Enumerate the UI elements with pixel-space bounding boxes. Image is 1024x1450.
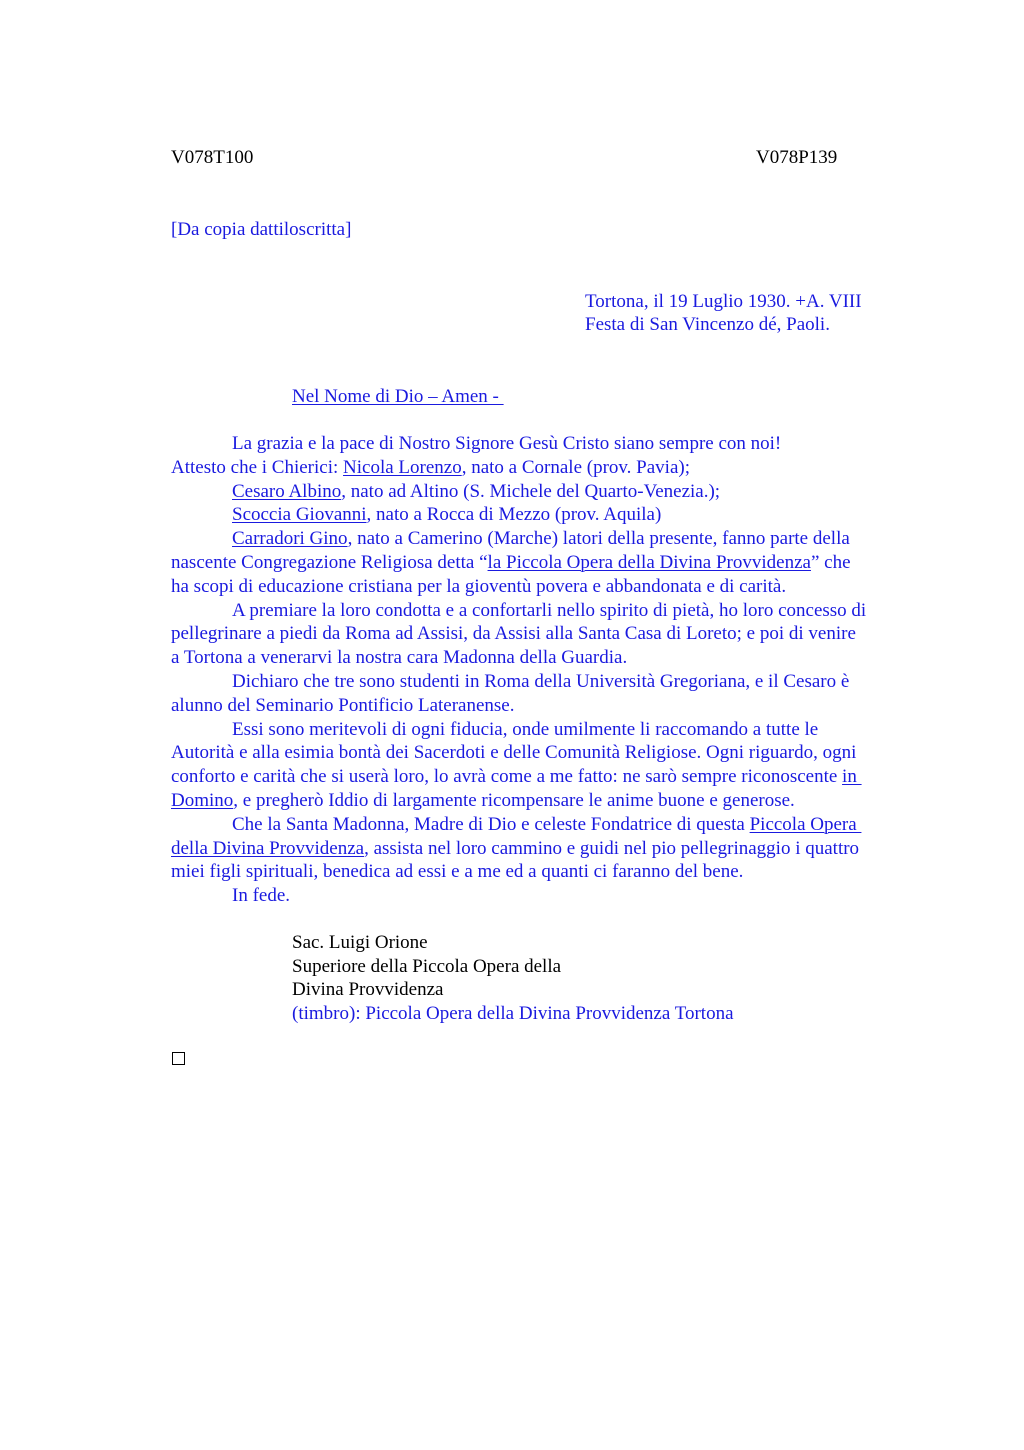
- body-line: miei figli spirituali, benedica ad essi e a me ed a quanti ci faranno del bene.: [171, 861, 744, 883]
- letter-body: [171, 432, 926, 908]
- dateline-feast: Festa di San Vincenzo dé, Paoli.: [585, 314, 830, 335]
- body-text: , e pregherò Iddio di largamente ricompensare le anime buone e generose.: [233, 789, 795, 811]
- body-line: [171, 503, 926, 527]
- source-note: [Da copia dattiloscritta]: [171, 219, 352, 240]
- body-line: A premiare la loro condotta e a confortarli nello spirito di pietà, ho loro concesso di: [232, 599, 867, 621]
- cleric-name: Scoccia Giovanni: [232, 504, 367, 526]
- body-line: alunno del Seminario Pontificio Lateranense.: [171, 694, 515, 716]
- body-text: , nato a Camerino (Marche) latori della presente, fanno parte della: [347, 528, 850, 550]
- body-line: Dichiaro che tre sono studenti in Roma della Università Gregoriana, e il Cesaro è: [232, 670, 850, 692]
- signature-title-line1: Superiore della Piccola Opera della: [292, 956, 562, 977]
- congregation-name: Piccola Opera: [749, 813, 862, 835]
- closing-line: In fede.: [232, 885, 291, 907]
- body-line: [171, 432, 926, 456]
- cleric-name: Carradori Gino: [232, 528, 348, 550]
- body-text: ” che: [810, 551, 851, 573]
- body-line: [171, 789, 926, 813]
- body-text: , nato ad Altino (S. Michele del Quarto-Venezia.);: [341, 480, 721, 502]
- body-line: ha scopi di educazione cristiana per la gioventù povera e abbandonata e di carità.: [171, 575, 787, 597]
- signature-name: Sac. Luigi Orione: [292, 932, 428, 953]
- body-text: , assista nel loro cammino e guidi nel pio pellegrinaggio i quattro: [364, 837, 860, 859]
- body-text: conforto e carità che si userà loro, lo avrà come a me fatto: ne sarò sempre riconoscente: [171, 766, 843, 788]
- body-line: [171, 765, 926, 789]
- cleric-name: Nicola Lorenzo: [343, 456, 462, 478]
- square-box-icon: [172, 1052, 185, 1065]
- body-text: , nato a Cornale (prov. Pavia);: [461, 456, 690, 478]
- body-line: Essi sono meritevoli di ogni fiducia, onde umilmente li raccomando a tutte le: [232, 718, 819, 740]
- latin-phrase: in: [842, 766, 862, 788]
- congregation-name: la Piccola Opera della Divina Provvidenza: [487, 551, 811, 573]
- congregation-name: della Divina Provvidenza: [171, 837, 365, 859]
- body-text: Che la Santa Madonna, Madre di Dio e celeste Fondatrice di questa: [232, 813, 750, 835]
- body-line: pellegrinare a piedi da Roma ad Assisi, da Assisi alla Santa Casa di Loreto; e poi di venire: [171, 623, 856, 645]
- cleric-name: Cesaro Albino: [232, 480, 342, 502]
- body-line: [171, 813, 926, 837]
- dateline-place-date: Tortona, il 19 Luglio 1930. +A. VIII: [585, 291, 862, 312]
- stamp-note: (timbro): Piccola Opera della Divina Provvidenza Tortona: [292, 1003, 734, 1024]
- body-line: [171, 837, 926, 861]
- body-line: a Tortona a venerarvi la nostra cara Madonna della Guardia.: [171, 647, 628, 669]
- body-line: Autorità e alla esimia bontà dei Sacerdoti e delle Comunità Religiose. Ogni riguardo, ogni: [171, 742, 857, 764]
- body-line: [171, 456, 926, 480]
- invocation: Nel Nome di Dio – Amen -: [292, 386, 504, 407]
- signature-title-line2: Divina Provvidenza: [292, 979, 444, 1000]
- body-line: [171, 527, 926, 551]
- body-text: , nato a Rocca di Mezzo (prov. Aquila): [366, 504, 662, 526]
- body-text: nascente Congregazione Religiosa detta “: [171, 551, 488, 573]
- latin-phrase: Domino: [171, 789, 234, 811]
- body-text: Attesto che i Chierici:: [171, 456, 344, 478]
- document-code-right: V078P139: [756, 147, 838, 168]
- body-line: [171, 551, 926, 575]
- greeting-text: La grazia e la pace di Nostro Signore Gesù Cristo siano sempre con noi!: [232, 433, 782, 454]
- document-code-left: V078T100: [171, 147, 254, 168]
- body-line: [171, 480, 926, 504]
